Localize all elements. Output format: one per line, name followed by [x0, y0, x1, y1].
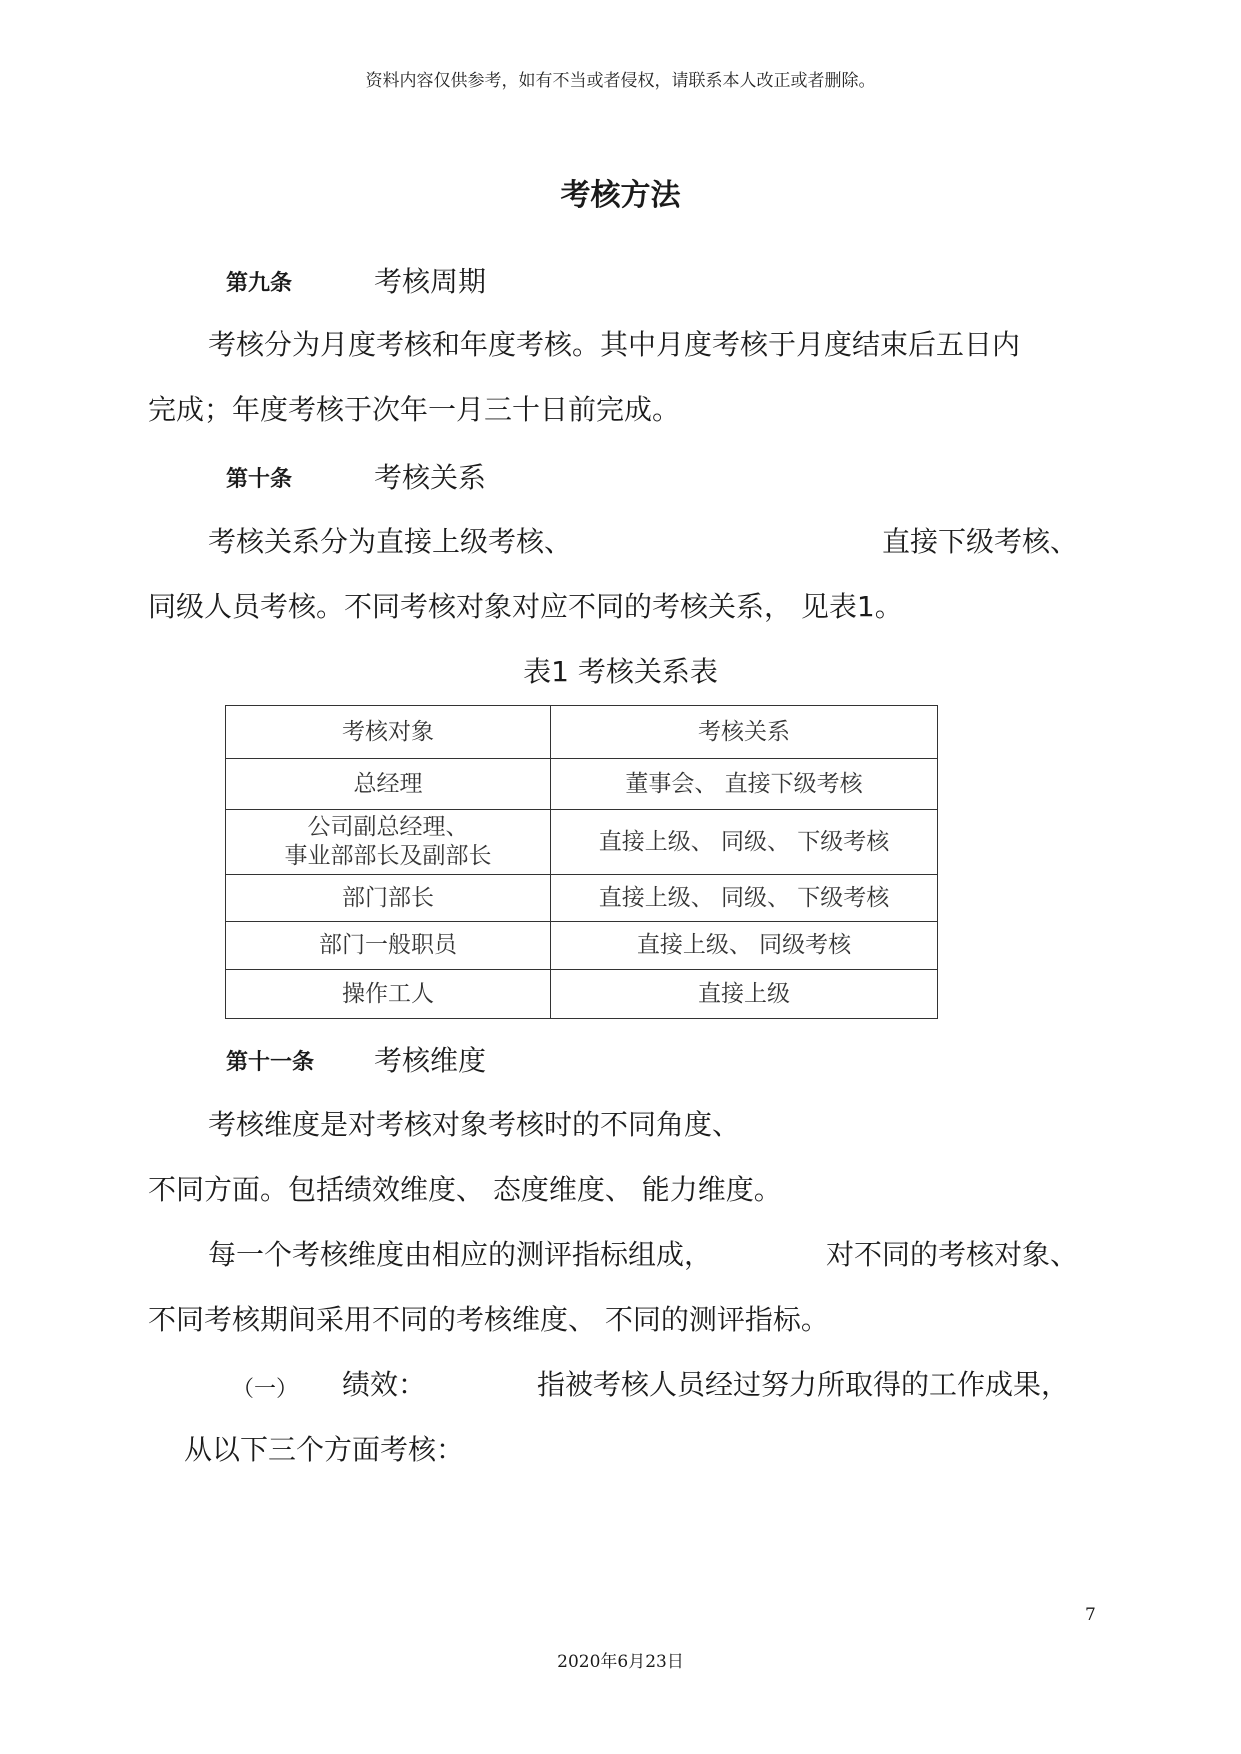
article-11-number: 第十一条	[226, 1049, 315, 1075]
table-row	[226, 875, 938, 922]
article-9-line-1: 考核分为月度考核和年度考核。其中月度考核于月度结束后五日内	[208, 328, 1021, 361]
item-1-text: 指被考核人员经过努力所取得的工作成果，	[537, 1368, 1070, 1401]
item-1-label: 绩效：	[342, 1368, 427, 1401]
table-cell-subject: 部门一般职员	[226, 922, 551, 970]
article-9-title: 考核周期	[374, 265, 487, 298]
document-title: 考核方法	[560, 178, 681, 213]
article-10-line-1b: 直接下级考核、	[882, 525, 1079, 558]
table-cell-subject: 部门部长	[226, 875, 551, 922]
header-disclaimer: 资料内容仅供参考，如有不当或者侵权，请联系本人改正或者删除。	[365, 71, 876, 91]
article-11-title: 考核维度	[374, 1044, 487, 1077]
table-cell-relation: 直接上级、 同级考核	[551, 922, 938, 970]
table-row	[226, 970, 938, 1019]
article-10-title: 考核关系	[374, 461, 487, 494]
article-11-line-4: 不同考核期间采用不同的考核维度、 不同的测评指标。	[148, 1303, 829, 1336]
table-header-subject: 考核对象	[226, 706, 551, 759]
table-cell-relation: 董事会、 直接下级考核	[551, 759, 938, 810]
article-9-number: 第九条	[226, 270, 293, 296]
relation-table	[225, 705, 938, 1019]
table-cell-subject-line-1: 公司副总经理、	[307, 814, 469, 841]
article-10-line-1a: 考核关系分为直接上级考核、	[208, 525, 573, 558]
table-cell-subject: 操作工人	[226, 970, 551, 1019]
table-header-relation: 考核关系	[551, 706, 938, 759]
article-11-line-3b: 对不同的考核对象、	[826, 1238, 1079, 1271]
footer-date: 2020年6月23日	[557, 1652, 684, 1672]
table-row	[226, 810, 938, 875]
table-row	[226, 759, 938, 810]
table-cell-subject-line-2: 事业部部长及副部长	[284, 843, 492, 869]
table-header-row	[226, 706, 938, 759]
table-cell-subject	[226, 810, 551, 875]
table-cell-relation: 直接上级	[551, 970, 938, 1019]
table-1-caption: 表1 考核关系表	[523, 655, 718, 688]
article-11-line-3a: 每一个考核维度由相应的测评指标组成，	[208, 1238, 713, 1271]
page-number: 7	[1085, 1605, 1096, 1625]
article-10-number: 第十条	[226, 466, 293, 492]
table-cell-relation: 直接上级、 同级、 下级考核	[551, 810, 938, 875]
article-10-line-2: 同级人员考核。不同考核对象对应不同的考核关系， 见表1。	[148, 590, 903, 623]
article-11-line-1: 考核维度是对考核对象考核时的不同角度、	[208, 1108, 741, 1141]
table-cell-subject: 总经理	[226, 759, 551, 810]
article-11-line-2: 不同方面。包括绩效维度、 态度维度、 能力维度。	[148, 1173, 782, 1206]
item-1-number: （一）	[232, 1377, 299, 1402]
article-11-line-6: 从以下三个方面考核：	[184, 1433, 465, 1466]
article-9-line-2: 完成；年度考核于次年一月三十日前完成。	[148, 393, 681, 426]
table-cell-relation: 直接上级、 同级、 下级考核	[551, 875, 938, 922]
table-row	[226, 922, 938, 970]
